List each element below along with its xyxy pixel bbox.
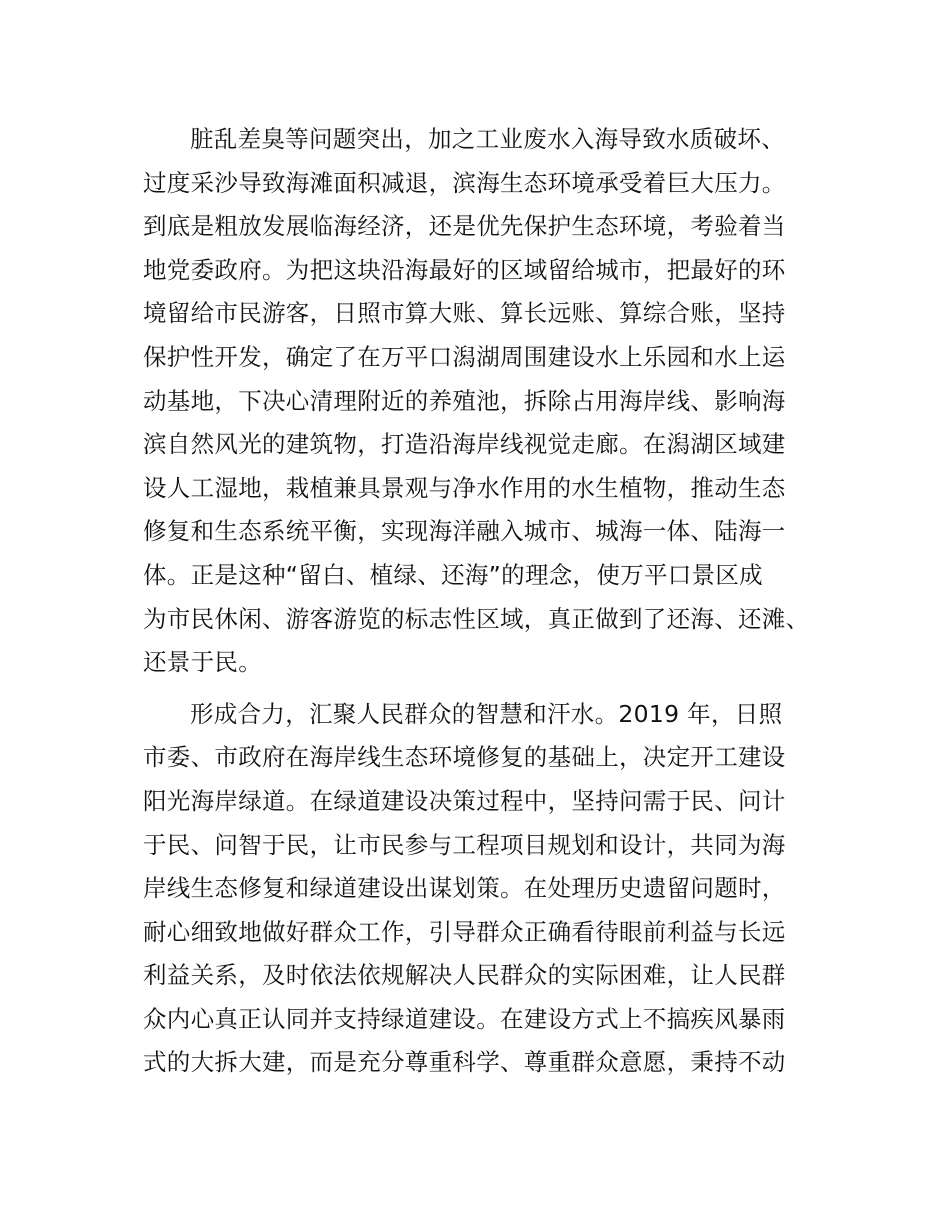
- text-line: 脏乱差臭等问题突出，加之工业废水入海导致水质破坏、: [190, 125, 785, 153]
- paragraph-2: [143, 693, 813, 1085]
- text-line: 地党委政府。为把这块沿海最好的区域留给城市，把最好的环: [143, 255, 786, 284]
- text-line: 动基地，下决心清理附近的养殖池，拆除占用海岸线、影响海: [143, 386, 786, 415]
- text-line: 修复和生态系统平衡，实现海洋融入城市、城海一体、陆海一: [143, 517, 786, 546]
- text-line: 式的大拆大建，而是充分尊重科学、尊重群众意愿，秉持不动: [143, 1048, 786, 1077]
- text-line: 保护性开发，确定了在万平口潟湖周围建设水上乐园和水上运: [143, 342, 786, 371]
- text-line: 耐心细致地做好群众工作，引导群众正确看待眼前利益与长远: [143, 917, 786, 946]
- text-line: 还景于民。: [143, 648, 262, 677]
- text-line: 利益关系，及时依法依规解决人民群众的实际困难，让人民群: [143, 961, 786, 990]
- text-line: 市委、市政府在海岸线生态环境修复的基础上，决定开工建设: [143, 743, 786, 772]
- text-line: 境留给市民游客，日照市算大账、算长远账、算综合账，坚持: [143, 299, 786, 328]
- text-line: 岸线生态修复和绿道建设出谋划策。在处理历史遗留问题时，: [143, 874, 786, 903]
- text-line: 过度采沙导致海滩面积减退，滨海生态环境承受着巨大压力。: [143, 168, 786, 197]
- text-line: 形成合力，汇聚人民群众的智慧和汗水。2019 年，日照: [190, 699, 783, 728]
- text-line: 滨自然风光的建筑物，打造沿海岸线视觉走廊。在潟湖区域建: [143, 430, 786, 459]
- text-line: 体。正是这种“留白、植绿、还海”的理念，使万平口景区成: [143, 560, 763, 589]
- text-line: 设人工湿地，栽植兼具景观与净水作用的水生植物，推动生态: [143, 473, 786, 502]
- text-line: 于民、问智于民，让市民参与工程项目规划和设计，共同为海: [143, 830, 786, 859]
- text-line: 到底是粗放发展临海经济，还是优先保护生态环境，考验着当: [143, 212, 786, 241]
- document-page: [143, 118, 813, 1085]
- paragraph-1: [143, 118, 813, 685]
- text-line: 阳光海岸绿道。在绿道建设决策过程中，坚持问需于民、问计: [143, 786, 786, 815]
- text-line: 众内心真正认同并支持绿道建设。在建设方式上不搞疾风暴雨: [143, 1004, 786, 1033]
- paragraph-spacer: [143, 685, 813, 693]
- text-line: 为市民休闲、游客游览的标志性区域，真正做到了还海、还滩、: [143, 604, 810, 633]
